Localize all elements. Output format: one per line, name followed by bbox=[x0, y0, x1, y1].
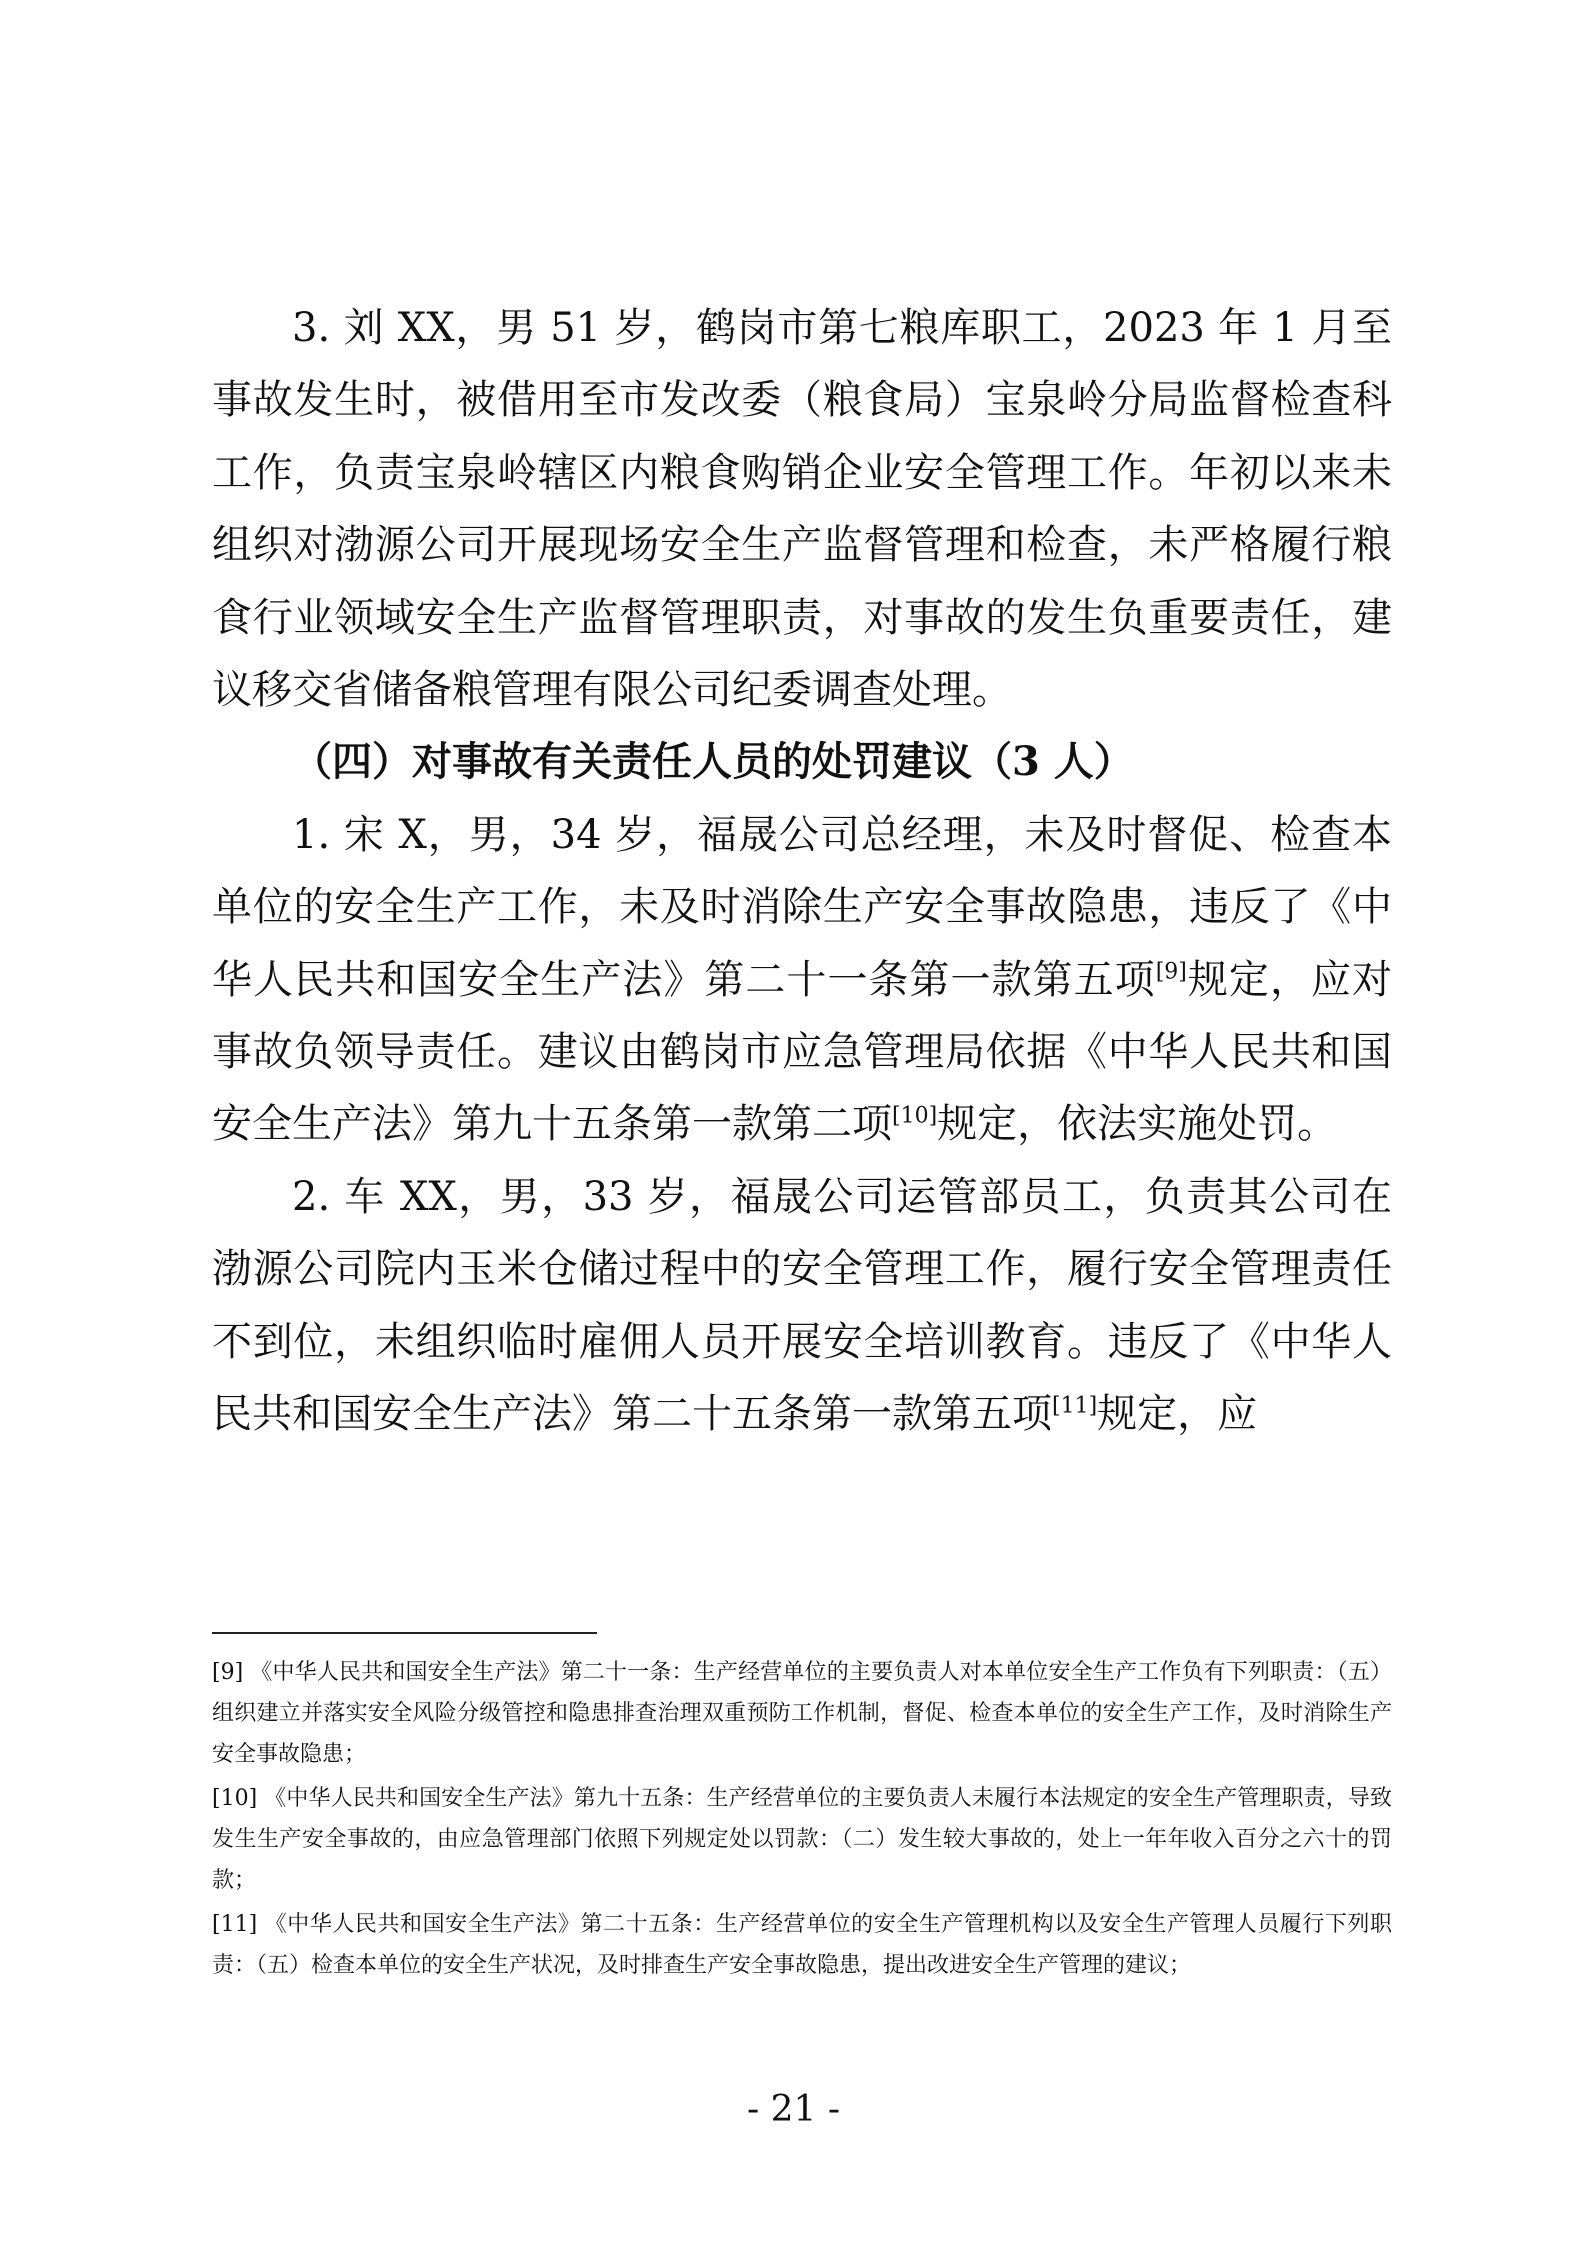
footnote-11: [11] 《中华人民共和国安全生产法》第二十五条：生产经营单位的安全生产管理机构以及安全生产管理人员履行下列职责：（五）检查本单位的安全生产状况，及时排查生产安全事故隐患，提出改进安全生产管理的建议； bbox=[212, 1912, 1392, 1978]
paragraph-che-text-1: 2. 车 XX，男，33 岁，福晟公司运管部员工，负责其公司在渤源公司院内玉米仓储过程中的安全管理工作，履行安全管理责任不到位，未组织临时雇佣人员开展安全培训教育。违反了《中华人民共和国安全生产法》第二十五条第一款第五项 bbox=[212, 1173, 1392, 1438]
footnote-ref-10[interactable]: [10] bbox=[892, 1104, 938, 1130]
footnote-divider bbox=[212, 1632, 597, 1634]
body-text bbox=[212, 292, 1392, 1451]
paragraph-che-text-2: 规定，应 bbox=[1097, 1391, 1258, 1438]
section-heading-text: （四）对事故有关责任人员的处罚建议（3 人） bbox=[292, 738, 1134, 786]
paragraph-liu bbox=[212, 292, 1392, 726]
paragraph-liu-text: 3. 刘 XX，男 51 岁，鹤岗市第七粮库职工，2023 年 1 月至事故发生时，被借用至市发改委（粮食局）宝泉岭分局监督检查科工作，负责宝泉岭辖区内粮食购销企业安全管理工作。年初以来未组织对渤源公司开展现场安全生产监督管理和检查，未严格履行粮食行业领域安全生产监督管理职责，对事故的发生负重要责任，建议移交省储备粮管理有限公司纪委调查处理。 bbox=[212, 305, 1392, 714]
paragraph-song-text-2: 规定，应对事故负领导责任。建议由鹤岗市应急管理局依据《中华人民共和国安全生产法》第九十五条第一款第二项 bbox=[212, 956, 1393, 1148]
section-heading bbox=[212, 726, 1392, 798]
footnote-10: [10] 《中华人民共和国安全生产法》第九十五条：生产经营单位的主要负责人未履行本法规定的安全生产管理职责，导致发生生产安全事故的，由应急管理部门依照下列规定处以罚款：（二）发生较大事故的，处上一年年收入百分之六十的罚款； bbox=[212, 1786, 1392, 1893]
footnotes bbox=[212, 1652, 1392, 1989]
paragraph-song bbox=[212, 799, 1392, 1161]
paragraph-che bbox=[212, 1161, 1392, 1451]
footnote-9: [9] 《中华人民共和国安全生产法》第二十一条：生产经营单位的主要负责人对本单位安全生产工作负有下列职责：（五）组织建立并落实安全风险分级管控和隐患排查治理双重预防工作机制，督促、检查本单位的安全生产工作，及时消除生产安全事故隐患； bbox=[212, 1660, 1392, 1767]
footnote-ref-9[interactable]: [9] bbox=[1155, 959, 1187, 985]
paragraph-song-text-3: 规定，依法实施处罚。 bbox=[937, 1101, 1338, 1148]
paragraph-song-text-1: 1. 宋 X，男，34 岁，福晟公司总经理，未及时督促、检查本单位的安全生产工作，未及时消除生产安全事故隐患，违反了《中华人民共和国安全生产法》第二十一条第一款第五项 bbox=[212, 811, 1392, 1003]
page-number: - 21 - bbox=[746, 2089, 841, 2130]
footnote-ref-11[interactable]: [11] bbox=[1052, 1393, 1098, 1419]
